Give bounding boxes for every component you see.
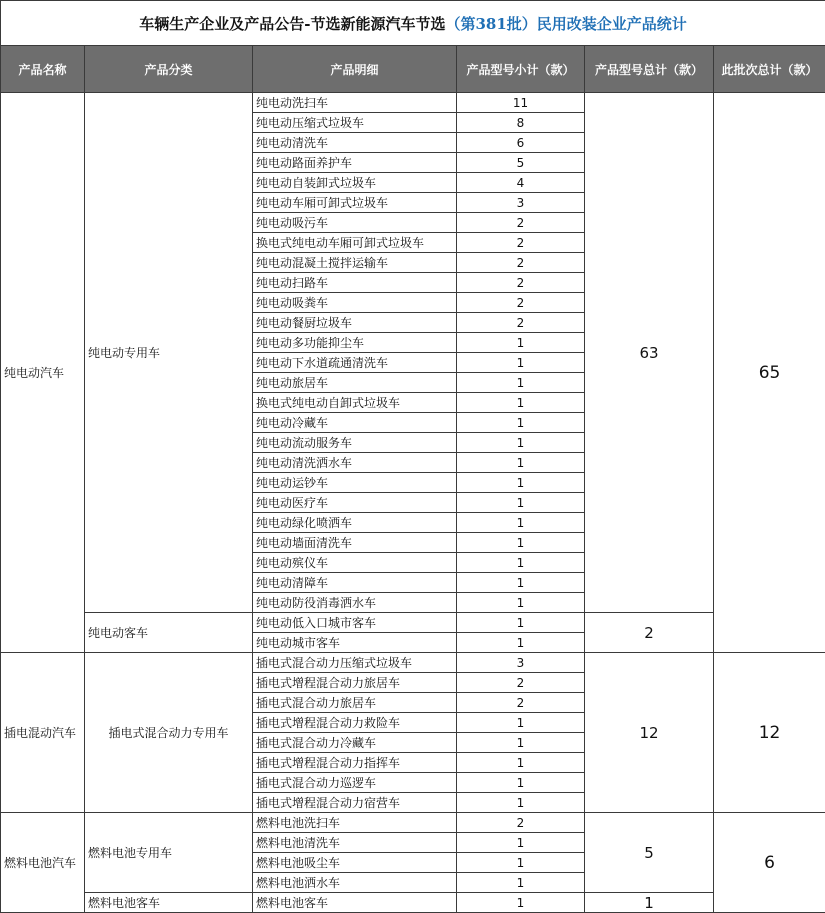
table-row bbox=[1, 893, 825, 913]
model-subtotal-cell: 1 bbox=[457, 373, 585, 393]
model-subtotal-cell: 1 bbox=[457, 333, 585, 353]
model-subtotal-cell: 1 bbox=[457, 833, 585, 853]
product-detail-cell: 纯电动扫路车 bbox=[253, 273, 457, 293]
model-subtotal-cell: 1 bbox=[457, 453, 585, 473]
model-subtotal-cell: 1 bbox=[457, 633, 585, 653]
product-detail-cell: 纯电动车厢可卸式垃圾车 bbox=[253, 193, 457, 213]
model-subtotal-cell: 2 bbox=[457, 293, 585, 313]
product-detail-cell: 燃料电池清洗车 bbox=[253, 833, 457, 853]
product-name-cell: 燃料电池汽车 bbox=[1, 813, 85, 913]
product-category-cell: 燃料电池客车 bbox=[85, 893, 253, 913]
header-product-name: 产品名称 bbox=[1, 46, 85, 93]
product-detail-cell: 插电式混合动力旅居车 bbox=[253, 693, 457, 713]
product-detail-cell: 插电式增程混合动力宿营车 bbox=[253, 793, 457, 813]
header-product-category: 产品分类 bbox=[85, 46, 253, 93]
product-detail-cell: 纯电动多功能抑尘车 bbox=[253, 333, 457, 353]
product-detail-cell: 插电式增程混合动力救险车 bbox=[253, 713, 457, 733]
model-subtotal-cell: 2 bbox=[457, 253, 585, 273]
model-subtotal-cell: 1 bbox=[457, 793, 585, 813]
table-row bbox=[1, 93, 825, 113]
product-detail-cell: 纯电动清洗洒水车 bbox=[253, 453, 457, 473]
model-subtotal-cell: 1 bbox=[457, 353, 585, 373]
model-subtotal-cell: 2 bbox=[457, 673, 585, 693]
product-detail-cell: 纯电动餐厨垃圾车 bbox=[253, 313, 457, 333]
product-name-cell: 插电混动汽车 bbox=[1, 653, 85, 813]
product-detail-cell: 燃料电池洗扫车 bbox=[253, 813, 457, 833]
model-subtotal-cell: 2 bbox=[457, 693, 585, 713]
model-subtotal-cell: 2 bbox=[457, 813, 585, 833]
model-total-cell: 5 bbox=[585, 813, 714, 893]
model-subtotal-cell: 1 bbox=[457, 893, 585, 913]
model-subtotal-cell: 3 bbox=[457, 193, 585, 213]
model-subtotal-cell: 1 bbox=[457, 733, 585, 753]
model-total-cell: 1 bbox=[585, 893, 714, 913]
product-detail-cell: 燃料电池吸尘车 bbox=[253, 853, 457, 873]
model-subtotal-cell: 2 bbox=[457, 213, 585, 233]
product-detail-cell: 纯电动吸粪车 bbox=[253, 293, 457, 313]
product-category-cell: 燃料电池专用车 bbox=[85, 813, 253, 893]
model-subtotal-cell: 1 bbox=[457, 493, 585, 513]
title-batch: （第381批）民用改装企业产品统计 bbox=[445, 15, 686, 33]
model-subtotal-cell: 1 bbox=[457, 413, 585, 433]
model-subtotal-cell: 4 bbox=[457, 173, 585, 193]
table-row bbox=[1, 813, 825, 833]
product-category-cell: 插电式混合动力专用车 bbox=[85, 653, 253, 813]
product-detail-cell: 燃料电池洒水车 bbox=[253, 873, 457, 893]
product-detail-cell: 纯电动运钞车 bbox=[253, 473, 457, 493]
model-subtotal-cell: 1 bbox=[457, 853, 585, 873]
table-body bbox=[1, 93, 825, 913]
model-subtotal-cell: 1 bbox=[457, 713, 585, 733]
product-detail-cell: 纯电动城市客车 bbox=[253, 633, 457, 653]
model-subtotal-cell: 1 bbox=[457, 393, 585, 413]
product-detail-cell: 纯电动墙面清洗车 bbox=[253, 533, 457, 553]
product-detail-cell: 纯电动防役消毒洒水车 bbox=[253, 593, 457, 613]
product-detail-cell: 换电式纯电动车厢可卸式垃圾车 bbox=[253, 233, 457, 253]
table-row bbox=[1, 613, 825, 633]
model-subtotal-cell: 1 bbox=[457, 873, 585, 893]
product-detail-cell: 插电式混合动力巡逻车 bbox=[253, 773, 457, 793]
batch-total-cell: 6 bbox=[714, 813, 825, 913]
model-subtotal-cell: 2 bbox=[457, 273, 585, 293]
product-detail-cell: 纯电动路面养护车 bbox=[253, 153, 457, 173]
header-row bbox=[1, 46, 825, 93]
product-detail-cell: 纯电动吸污车 bbox=[253, 213, 457, 233]
product-detail-cell: 纯电动冷藏车 bbox=[253, 413, 457, 433]
model-subtotal-cell: 1 bbox=[457, 573, 585, 593]
model-subtotal-cell: 1 bbox=[457, 513, 585, 533]
product-category-cell: 纯电动专用车 bbox=[85, 93, 253, 613]
product-detail-cell: 纯电动下水道疏通清洗车 bbox=[253, 353, 457, 373]
model-subtotal-cell: 3 bbox=[457, 653, 585, 673]
product-detail-cell: 插电式增程混合动力指挥车 bbox=[253, 753, 457, 773]
batch-total-cell: 65 bbox=[714, 93, 825, 653]
title-row bbox=[1, 1, 825, 46]
model-total-cell: 63 bbox=[585, 93, 714, 613]
model-subtotal-cell: 1 bbox=[457, 433, 585, 453]
header-subtotal: 产品型号小计（款） bbox=[457, 46, 585, 93]
product-detail-cell: 纯电动旅居车 bbox=[253, 373, 457, 393]
model-subtotal-cell: 6 bbox=[457, 133, 585, 153]
product-detail-cell: 纯电动清洗车 bbox=[253, 133, 457, 153]
header-batch-total: 此批次总计（款） bbox=[714, 46, 825, 93]
table-title bbox=[1, 1, 825, 46]
model-subtotal-cell: 11 bbox=[457, 93, 585, 113]
model-subtotal-cell: 1 bbox=[457, 553, 585, 573]
model-subtotal-cell: 2 bbox=[457, 233, 585, 253]
model-subtotal-cell: 1 bbox=[457, 613, 585, 633]
product-detail-cell: 燃料电池客车 bbox=[253, 893, 457, 913]
model-subtotal-cell: 8 bbox=[457, 113, 585, 133]
model-subtotal-cell: 2 bbox=[457, 313, 585, 333]
product-detail-cell: 纯电动流动服务车 bbox=[253, 433, 457, 453]
product-detail-cell: 纯电动清障车 bbox=[253, 573, 457, 593]
product-detail-cell: 插电式增程混合动力旅居车 bbox=[253, 673, 457, 693]
product-detail-cell: 纯电动自装卸式垃圾车 bbox=[253, 173, 457, 193]
model-subtotal-cell: 1 bbox=[457, 773, 585, 793]
product-detail-cell: 换电式纯电动自卸式垃圾车 bbox=[253, 393, 457, 413]
header-total: 产品型号总计（款） bbox=[585, 46, 714, 93]
product-detail-cell: 纯电动低入口城市客车 bbox=[253, 613, 457, 633]
model-subtotal-cell: 1 bbox=[457, 593, 585, 613]
product-detail-cell: 纯电动混凝土搅拌运输车 bbox=[253, 253, 457, 273]
product-detail-cell: 纯电动绿化喷洒车 bbox=[253, 513, 457, 533]
title-main: 车辆生产企业及产品公告-节选新能源汽车节选 bbox=[139, 15, 445, 33]
model-subtotal-cell: 1 bbox=[457, 533, 585, 553]
product-detail-cell: 纯电动医疗车 bbox=[253, 493, 457, 513]
table-row bbox=[1, 653, 825, 673]
product-detail-cell: 插电式混合动力压缩式垃圾车 bbox=[253, 653, 457, 673]
product-category-cell: 纯电动客车 bbox=[85, 613, 253, 653]
model-subtotal-cell: 5 bbox=[457, 153, 585, 173]
product-name-cell: 纯电动汽车 bbox=[1, 93, 85, 653]
product-detail-cell: 插电式混合动力冷藏车 bbox=[253, 733, 457, 753]
batch-total-cell: 12 bbox=[714, 653, 825, 813]
header-product-detail: 产品明细 bbox=[253, 46, 457, 93]
product-detail-cell: 纯电动殡仪车 bbox=[253, 553, 457, 573]
model-total-cell: 12 bbox=[585, 653, 714, 813]
model-subtotal-cell: 1 bbox=[457, 473, 585, 493]
product-detail-cell: 纯电动压缩式垃圾车 bbox=[253, 113, 457, 133]
product-detail-cell: 纯电动洗扫车 bbox=[253, 93, 457, 113]
model-total-cell: 2 bbox=[585, 613, 714, 653]
model-subtotal-cell: 1 bbox=[457, 753, 585, 773]
